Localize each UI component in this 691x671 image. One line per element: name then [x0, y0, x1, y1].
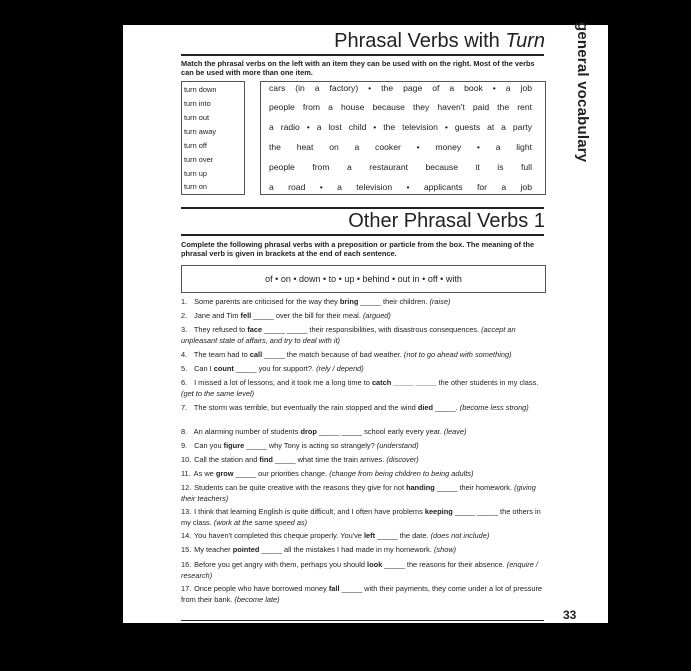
question-text: _____ their children. — [358, 297, 430, 306]
question-meaning: (get to the same level) — [181, 389, 255, 398]
question-number: 9. — [181, 441, 188, 450]
question-verb: look — [367, 560, 383, 569]
section2-rule-top — [181, 207, 544, 209]
question-text: _____ _____ school early every year. — [316, 427, 444, 436]
question-meaning: (enquire / research) — [181, 560, 538, 580]
question-meaning: (become late) — [234, 595, 280, 604]
question-text: Before you get angry with them, perhaps you should — [194, 560, 368, 569]
question-verb: left — [363, 531, 376, 540]
question-verb: fall — [328, 584, 340, 593]
verb-item: turn over — [184, 155, 214, 164]
question-number: 3. — [181, 325, 188, 334]
side-heading: general vocabulary — [574, 22, 591, 163]
item-line: cars (in a factory) • the page of a book • a job — [269, 83, 532, 93]
question-text: _____ the reasons for their absence. — [382, 560, 507, 569]
bottom-rule — [181, 620, 544, 621]
question-number: 16. — [181, 560, 192, 569]
question-15 — [181, 544, 544, 555]
word-box: of • on • down • to • up • behind • out in • off • with — [181, 265, 546, 293]
question-1 — [181, 296, 544, 307]
question-meaning: (show) — [433, 545, 457, 554]
verb-item: turn off — [184, 141, 207, 150]
question-meaning: (not to go ahead with something) — [403, 350, 512, 359]
question-text: An alarming number of students — [193, 427, 301, 436]
question-text: I missed a lot of lessons, and it took me a long time to — [194, 378, 372, 387]
verb-item: turn on — [184, 182, 208, 191]
question-verb: drop — [300, 427, 317, 436]
question-17 — [181, 583, 544, 605]
question-meaning: (become less strong) — [459, 403, 529, 412]
question-text: _____ the match because of bad weather. — [262, 350, 404, 359]
question-text: Jane and Tim — [194, 311, 241, 320]
verb-item: turn down — [184, 85, 217, 94]
question-meaning: (raise) — [429, 297, 451, 306]
section2-instructions: Complete the following phrasal verbs with a preposition or particle from the box. The meaning of the phrasal verb is given in brackets at the end of each sentence. — [181, 240, 535, 259]
question-verb: died — [417, 403, 434, 412]
question-text: As we — [193, 469, 216, 478]
question-text: Call the station and — [194, 455, 260, 464]
question-text: Once people who have borrowed money — [194, 584, 329, 593]
question-text: _____ our priorities change. — [233, 469, 330, 478]
section1-rule — [181, 54, 544, 56]
question-meaning: (accept an unpleasant state of affairs, and try to deal with it) — [181, 325, 516, 345]
question-text: Students can be quite creative with the reasons they give for not — [194, 483, 407, 492]
verb-item: turn out — [184, 113, 210, 122]
question-verb: call — [249, 350, 263, 359]
question-text: The team had to — [193, 350, 250, 359]
question-number: 6. — [181, 378, 188, 387]
item-line: people from a house because they haven't paid the rent — [269, 102, 532, 112]
question-text: Some parents are criticised for the way they — [194, 297, 340, 306]
question-text: They refused to — [193, 325, 248, 334]
question-7 — [181, 402, 544, 413]
question-number: 7. — [181, 403, 188, 412]
question-text: _____ the date. — [375, 531, 431, 540]
question-2 — [181, 310, 544, 321]
verb-item: turn up — [184, 169, 208, 178]
item-list — [260, 81, 546, 195]
question-number: 8. — [181, 427, 188, 436]
question-text: _____ with their payments, they come under a lot of pressure from their bank. — [181, 584, 543, 604]
page-number: 33 — [563, 608, 577, 622]
item-line: a road • a television • applicants for a job — [269, 182, 532, 192]
question-verb: figure — [223, 441, 245, 450]
item-line: people from a restaurant because it is full — [269, 162, 532, 172]
section1-title-text: Phrasal Verbs with — [334, 30, 506, 52]
question-text: _____. — [433, 403, 460, 412]
question-number: 14. — [181, 531, 192, 540]
section2-rule — [181, 234, 544, 236]
verb-item: turn into — [184, 99, 211, 108]
question-number: 1. — [181, 297, 188, 306]
question-text: _____ you for support?. — [233, 364, 317, 373]
question-verb: pointed — [232, 545, 260, 554]
question-11 — [181, 468, 544, 479]
item-line: the heat on a cooker • money • a light — [269, 142, 532, 152]
section1-instructions: Match the phrasal verbs on the left with an item they can be used with on the right. Most of the verbs can be used with more than one item. — [181, 59, 535, 78]
question-meaning: (does not include) — [430, 531, 490, 540]
question-verb: grow — [215, 469, 234, 478]
question-meaning: (change from being children to being adults) — [329, 469, 474, 478]
question-text: _____ _____ their responsibilities, with disastrous consequences. — [262, 325, 482, 334]
question-text: _____ why Tony is acting so strangely? — [244, 441, 377, 450]
question-verb: catch _____ _____ — [371, 378, 437, 387]
question-verb: keeping — [424, 507, 453, 516]
question-meaning: (understand) — [376, 441, 419, 450]
question-meaning: (giving their teachers) — [181, 483, 536, 503]
question-13 — [181, 506, 544, 528]
question-text: _____ _____ the others in my class. — [181, 507, 541, 527]
question-number: 13. — [181, 507, 192, 516]
question-4 — [181, 349, 544, 360]
question-text: _____ what time the train arrives. — [272, 455, 387, 464]
question-number: 15. — [181, 545, 192, 554]
verb-list — [181, 81, 245, 195]
question-text: the other students in my class. — [436, 378, 539, 387]
question-meaning: (rely / depend) — [316, 364, 364, 373]
question-text: You haven't completed this cheque properly. You've — [193, 531, 364, 540]
question-meaning: (argued) — [362, 311, 391, 320]
question-number: 17. — [181, 584, 192, 593]
section2-title: Other Phrasal Verbs 1 — [348, 210, 545, 232]
question-verb: handing — [406, 483, 435, 492]
question-meaning: (discover) — [386, 455, 419, 464]
question-16 — [181, 559, 544, 581]
question-text: Can I — [194, 364, 214, 373]
question-text: _____ all the mistakes I had made in my homework. — [259, 545, 434, 554]
question-verb: find — [259, 455, 273, 464]
question-verb: fell — [240, 311, 252, 320]
question-9 — [181, 440, 544, 451]
question-number: 5. — [181, 364, 188, 373]
question-meaning: (leave) — [443, 427, 467, 436]
question-12 — [181, 482, 544, 504]
verb-item: turn away — [184, 127, 217, 136]
section1-title — [334, 30, 545, 53]
question-10 — [181, 454, 544, 465]
question-number: 10. — [181, 455, 192, 464]
question-6 — [181, 377, 544, 399]
question-text: _____ their homework. — [434, 483, 515, 492]
question-3 — [181, 324, 544, 346]
question-meaning: (work at the same speed as) — [213, 518, 308, 527]
question-text: _____ over the bill for their meal. — [251, 311, 363, 320]
question-number: 12. — [181, 483, 192, 492]
question-8 — [181, 426, 544, 437]
question-14 — [181, 530, 544, 541]
question-number: 11. — [181, 469, 191, 478]
question-text: The storm was terrible, but eventually the rain stopped and the wind — [193, 403, 418, 412]
section1-title-italic: Turn — [505, 30, 545, 52]
question-verb: bring — [339, 297, 359, 306]
question-text: Can you — [194, 441, 224, 450]
item-line: a radio • a lost child • the television • guests at a party — [269, 122, 532, 132]
question-number: 4. — [181, 350, 188, 359]
question-5 — [181, 363, 544, 374]
question-text: My teacher — [194, 545, 233, 554]
question-number: 2. — [181, 311, 188, 320]
question-text: I think that learning English is quite difficult, and I often have problems — [194, 507, 425, 516]
question-verb: face — [247, 325, 263, 334]
question-verb: count — [213, 364, 234, 373]
